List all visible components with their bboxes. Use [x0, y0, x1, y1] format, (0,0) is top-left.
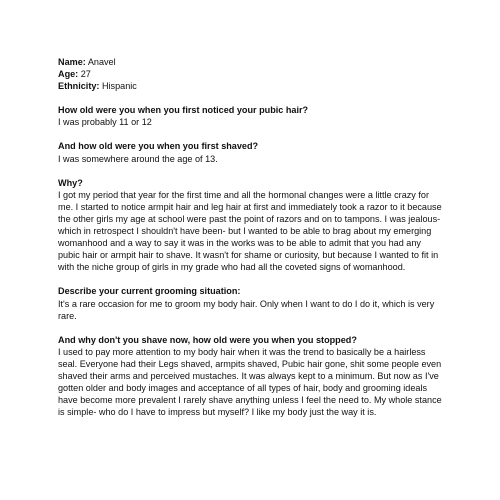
- age-label: Age:: [58, 69, 79, 80]
- document-page: [58, 56, 442, 430]
- qa-stopped-shaving: [58, 334, 442, 419]
- answer-text: I used to pay more attention to my body hair when it was the trend to basically be a hairless seal. Everyone had their Legs shaved, armpits shaved, Pubic hair gone, shit some people even shaved their arms and perceived mustaches. It was always kept to a minimum. But now as I've gotten older and body images and acceptance of all types of hair, body and grooming ideals have become more prevalent I rarely shave anything unless I feel the need to. My whole stance is simple- who do I have to impress but myself? I like my body just the way it is.: [58, 346, 442, 418]
- name-value: Anavel: [85, 57, 116, 67]
- answer-text: I was somewhere around the age of 13.: [58, 153, 218, 164]
- ethnicity-line: [58, 80, 442, 92]
- question-text: Why?: [58, 177, 83, 188]
- name-line: [58, 56, 442, 68]
- age-line: [58, 68, 442, 80]
- answer-text: It's a rare occasion for me to groom my body hair. Only when I want to do I do it, which is very rare.: [58, 298, 435, 321]
- question-text: How old were you when you first noticed your pubic hair?: [58, 105, 309, 116]
- ethnicity-label: Ethnicity:: [58, 81, 100, 92]
- qa-current-grooming: [58, 285, 442, 321]
- age-value: 27: [78, 69, 91, 80]
- answer-text: I got my period that year for the first time and all the hormonal changes were a little crazy for me. I started to notice armpit hair and leg hair at first and immediately took a razor to it because the other girls my age at school were past the point of razors and on to tampons. I was jealous- which in retrospect I shouldn't have been- but I wanted to be able to brag about my emerging womanhood and a way to say it was in the works was to be able to admit that you had any pubic hair or armpit hair to shave. It wasn't for shame or curiosity, but because I wanted to fit in with the niche group of girls in my grade who had all the coveted signs of womanhood.: [58, 189, 442, 273]
- qa-pubic-hair: [58, 104, 442, 128]
- question-text: And how old were you when you first shaved?: [58, 141, 259, 152]
- answer-text: I was probably 11 or 12: [58, 117, 152, 128]
- qa-first-shave: [58, 140, 442, 164]
- profile-block: [58, 56, 442, 92]
- ethnicity-value: Hispanic: [99, 81, 137, 92]
- qa-why: [58, 177, 442, 274]
- question-text: And why don't you shave now, how old were you when you stopped?: [58, 334, 357, 345]
- question-text: Describe your current grooming situation:: [58, 286, 241, 297]
- name-label: Name:: [58, 57, 86, 67]
